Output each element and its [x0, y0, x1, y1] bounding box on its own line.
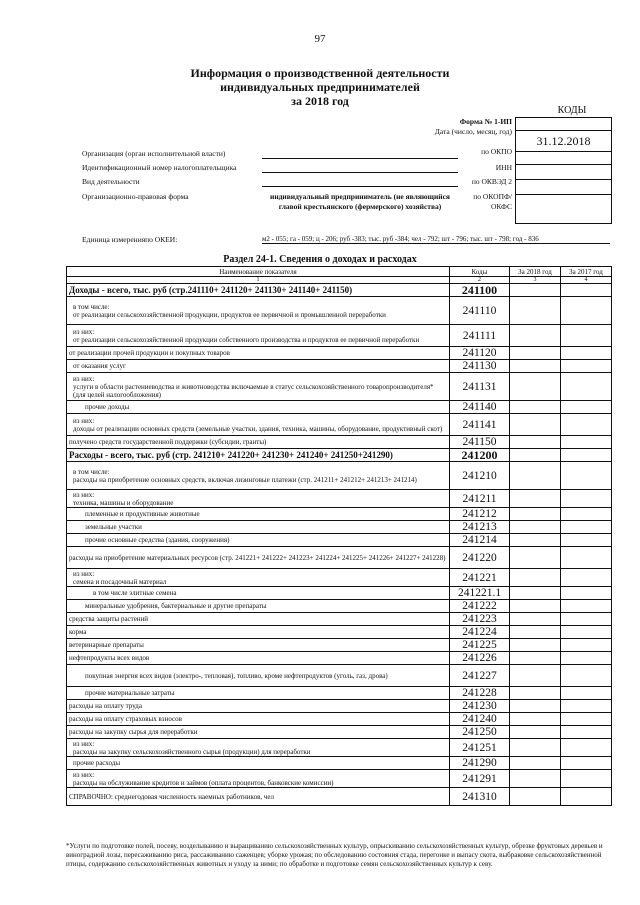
value-2018-cell[interactable] [510, 547, 561, 569]
row-name: Расходы - всего, тыс. руб (стр. 241210+ 241220+ 241230+ 241240+ 241250+241290) [67, 449, 450, 462]
row-code: 241225 [450, 639, 510, 652]
inn-field[interactable] [262, 172, 458, 173]
row-name: покупная энергия всех видов (электро-, тепловая), топливо, кроме нефтепродуктов (уголь, газ, дрова) [67, 665, 450, 687]
value-2017-cell[interactable] [561, 284, 612, 297]
row-code: 241310 [450, 788, 510, 806]
row-name: расходы на приобретение материальных ресурсов (стр. 241221+ 241222+ 241223+ 241224+ 241225+ 241226+ 241227+ 241228) [67, 547, 450, 569]
value-2017-cell[interactable] [561, 713, 612, 726]
value-2017-cell[interactable] [561, 347, 612, 360]
row-code: 241220 [450, 547, 510, 569]
activity-field[interactable] [262, 186, 458, 187]
form-header-labels [395, 117, 512, 159]
row-name: из них: семена и посадочный материал [67, 569, 450, 587]
value-2018-cell[interactable] [510, 639, 561, 652]
row-name: в том числе элитные семена [67, 587, 450, 600]
value-2018-cell[interactable] [510, 449, 561, 462]
value-2018-cell[interactable] [510, 665, 561, 687]
row-name: Доходы - всего, тыс. руб (стр.241110+ 241120+ 241130+ 241140+ 241150) [67, 284, 450, 297]
row-name: из них: расходы на закупку сельскохозяйственного сырья (продукции) для переработки [67, 739, 450, 757]
value-2017-cell[interactable] [561, 436, 612, 449]
table-row [67, 547, 612, 569]
row-name: из них: техника, машины и оборудование [67, 490, 450, 508]
value-2017-cell[interactable] [561, 325, 612, 347]
activity-label: Вид деятельности [82, 177, 140, 186]
value-2018-cell[interactable] [510, 508, 561, 521]
row-name: расходы на оплату труда [67, 700, 450, 713]
row-name: от оказания услуг [67, 360, 450, 373]
value-2018-cell[interactable] [510, 687, 561, 700]
table-row [67, 639, 612, 652]
value-2017-cell[interactable] [561, 490, 612, 508]
value-2018-cell[interactable] [510, 626, 561, 639]
row-name: племенные и продуктивные животные [67, 508, 450, 521]
value-2018-cell[interactable] [510, 436, 561, 449]
row-code: 241226 [450, 652, 510, 665]
inn-cell[interactable] [516, 165, 611, 180]
value-2018-cell[interactable] [510, 414, 561, 436]
row-code: 241131 [450, 373, 510, 401]
value-2017-cell[interactable] [561, 587, 612, 600]
value-2018-cell[interactable] [510, 462, 561, 490]
value-2018-cell[interactable] [510, 713, 561, 726]
value-2018-cell[interactable] [510, 284, 561, 297]
row-code: 241230 [450, 700, 510, 713]
row-code: 241291 [450, 770, 510, 788]
row-code: 241213 [450, 521, 510, 534]
okopf-cell[interactable] [516, 195, 611, 223]
row-name: прочие материальные затраты [67, 687, 450, 700]
table-header-row [67, 267, 612, 277]
page-title [0, 66, 640, 108]
row-name: средства защиты растений [67, 613, 450, 626]
value-2018-cell[interactable] [510, 770, 561, 788]
value-2017-cell[interactable] [561, 360, 612, 373]
value-2017-cell[interactable] [561, 652, 612, 665]
table-row [67, 508, 612, 521]
value-2018-cell[interactable] [510, 600, 561, 613]
table-row [67, 569, 612, 587]
table-row [67, 713, 612, 726]
value-2017-cell[interactable] [561, 449, 612, 462]
row-code: 241250 [450, 726, 510, 739]
value-2018-cell[interactable] [510, 652, 561, 665]
table-row [67, 360, 612, 373]
table-row [67, 652, 612, 665]
table-row [67, 462, 612, 490]
inn-label: ИНН [495, 163, 512, 172]
value-2017-cell[interactable] [561, 726, 612, 739]
table-row [67, 613, 612, 626]
header-indicator: Наименование показателя [67, 267, 450, 277]
row-code: 241224 [450, 626, 510, 639]
row-code: 241211 [450, 490, 510, 508]
table-row [67, 700, 612, 713]
value-2017-cell[interactable] [561, 739, 612, 757]
row-code: 241141 [450, 414, 510, 436]
table-row [67, 521, 612, 534]
row-name: от реализации прочей продукции и покупных товаров [67, 347, 450, 360]
table-row [67, 414, 612, 436]
value-2017-cell[interactable] [561, 547, 612, 569]
row-name: СПРАВОЧНО: среднегодовая численность наемных работников, чел [67, 788, 450, 806]
legal-form-value: индивидуальный предприниматель (не являющийся главой крестьянского (фермерского) хозяйства) [270, 192, 450, 211]
row-code: 241120 [450, 347, 510, 360]
row-code: 241228 [450, 687, 510, 700]
table-row [67, 347, 612, 360]
value-2018-cell[interactable] [510, 534, 561, 547]
value-2018-cell[interactable] [510, 788, 561, 806]
value-2017-cell[interactable] [561, 462, 612, 490]
table-row [67, 284, 612, 297]
row-name: из них: расходы на обслуживание кредитов и займов (оплата процентов, банковские комиссии) [67, 770, 450, 788]
row-code: 241110 [450, 297, 510, 325]
row-code: 241111 [450, 325, 510, 347]
table-row [67, 726, 612, 739]
col-num-3: 3 [510, 277, 561, 284]
table-number-row [67, 277, 612, 284]
value-2017-cell[interactable] [561, 687, 612, 700]
value-2018-cell[interactable] [510, 757, 561, 770]
row-name: расходы на оплату страховых взносов [67, 713, 450, 726]
value-2018-cell[interactable] [510, 347, 561, 360]
table-row [67, 436, 612, 449]
value-2017-cell[interactable] [561, 757, 612, 770]
income-expense-table [66, 266, 612, 806]
value-2017-cell[interactable] [561, 613, 612, 626]
table-row [67, 739, 612, 757]
organization-field[interactable] [262, 158, 458, 159]
value-2018-cell[interactable] [510, 726, 561, 739]
okei-label: Единица измеренияпо ОКЕИ: [82, 235, 178, 244]
row-name: прочие основные средства (здания, сооружения) [67, 534, 450, 547]
table-row [67, 600, 612, 613]
table-row [67, 534, 612, 547]
value-2018-cell[interactable] [510, 401, 561, 414]
row-name: прочие доходы [67, 401, 450, 414]
row-code: 241212 [450, 508, 510, 521]
row-code: 241221.1 [450, 587, 510, 600]
okpo-cell[interactable] [516, 152, 611, 165]
table-row [67, 587, 612, 600]
section-title: Раздел 24-1. Сведения о доходах и расходах [223, 254, 417, 265]
row-name: ветеринарные препараты [67, 639, 450, 652]
okved-label: по ОКВЭД 2 [471, 177, 512, 186]
row-name: земельные участки [67, 521, 450, 534]
row-code: 241200 [450, 449, 510, 462]
value-2017-cell[interactable] [561, 521, 612, 534]
row-code: 241130 [450, 360, 510, 373]
value-2017-cell[interactable] [561, 770, 612, 788]
okopf-label: по ОКОПФ/ ОКФС [473, 192, 512, 211]
row-name: нефтепродукты всех видов [67, 652, 450, 665]
value-2018-cell[interactable] [510, 587, 561, 600]
row-code: 241140 [450, 401, 510, 414]
value-2017-cell[interactable] [561, 600, 612, 613]
value-2018-cell[interactable] [510, 569, 561, 587]
row-code: 241222 [450, 600, 510, 613]
value-2017-cell[interactable] [561, 639, 612, 652]
row-code: 241100 [450, 284, 510, 297]
table-row [67, 687, 612, 700]
row-code: 241210 [450, 462, 510, 490]
okpo-label: по ОКПО [481, 147, 512, 156]
col-num-4: 4 [561, 277, 612, 284]
table-row [67, 325, 612, 347]
value-2017-cell[interactable] [561, 414, 612, 436]
title-line-1: Информация о производственной деятельности [190, 66, 450, 80]
title-line-3: за 2018 год [291, 94, 349, 108]
table-row [67, 490, 612, 508]
value-2017-cell[interactable] [561, 788, 612, 806]
table-row [67, 788, 612, 806]
row-name: корма [67, 626, 450, 639]
header-2018: За 2018 год [510, 267, 561, 277]
col-num-2: 2 [450, 277, 510, 284]
row-code: 241150 [450, 436, 510, 449]
row-name: прочие расходы [67, 757, 450, 770]
row-name: из них: доходы от реализации основных средств (земельные участки, здания, техника, машины, оборудование, продуктивный скот) [67, 414, 450, 436]
row-name: из них: от реализации сельскохозяйственной продукции собственного производства и продуктов ее первичной переработки [67, 325, 450, 347]
title-line-2: индивидуальных предпринимателей [220, 80, 420, 94]
table-row [67, 757, 612, 770]
table-row [67, 770, 612, 788]
okei-values: м2 - 055; га - 059; ц - 206; руб -383; тыс. руб -384; чел - 792; шт - 796; тыс. шт - 798; год - 836 [262, 235, 610, 244]
table-row [67, 449, 612, 462]
inn-field-label: Идентификационный номер налогоплательщика [82, 163, 237, 172]
row-code: 241223 [450, 613, 510, 626]
table-row [67, 373, 612, 401]
value-2017-cell[interactable] [561, 508, 612, 521]
form-code-cell[interactable] [516, 118, 611, 131]
table-row [67, 626, 612, 639]
table-row [67, 297, 612, 325]
value-2018-cell[interactable] [510, 360, 561, 373]
row-code: 241214 [450, 534, 510, 547]
value-2017-cell[interactable] [561, 700, 612, 713]
table-row [67, 665, 612, 687]
row-name: в том числе: от реализации сельскохозяйственной продукции, продуктов ее первичной и промышленной переработки [67, 297, 450, 325]
col-num-1: 1 [67, 277, 450, 284]
legal-form-label: Организационно-правовая форма [82, 192, 189, 201]
row-name: из них: услуги в области растениеводства и животноводства включаемые в статус сельскохозяйственного товаропроизводителя* (для целей налогообложения) [67, 373, 450, 401]
footnote: *Услуги по подготовке полей, посеву, возделыванию и выращиванию сельскохозяйственных культур, опрыскиванию сельскохозяйственных культур, обрезке фруктовых деревьев и виноградной лозы, пересаживанию риса, рассаживанию саженцев; уборке урожая; по обследованию состояния стада, перегонке и выпасу скота, выбраковке сельскохозяйственной птицы, содержанию сельскохозяйственных животных и уходу за ними; по обработке и подготовке семян сельскохозяйственных культур к севу. [66, 842, 603, 868]
date-value[interactable]: 31.12.2018 [516, 131, 611, 152]
value-2018-cell[interactable] [510, 325, 561, 347]
value-2017-cell[interactable] [561, 534, 612, 547]
organization-label: Организация (орган исполнительной власти) [82, 149, 226, 158]
value-2018-cell[interactable] [510, 373, 561, 401]
row-code: 241290 [450, 757, 510, 770]
value-2018-cell[interactable] [510, 739, 561, 757]
value-2018-cell[interactable] [510, 613, 561, 626]
value-2018-cell[interactable] [510, 490, 561, 508]
value-2017-cell[interactable] [561, 297, 612, 325]
row-code: 241221 [450, 569, 510, 587]
row-name: минеральные удобрения, бактериальные и другие препараты [67, 600, 450, 613]
value-2017-cell[interactable] [561, 401, 612, 414]
row-code: 241240 [450, 713, 510, 726]
table-row [67, 401, 612, 414]
codes-header: КОДЫ [557, 105, 587, 116]
value-2017-cell[interactable] [561, 626, 612, 639]
value-2017-cell[interactable] [561, 569, 612, 587]
value-2018-cell[interactable] [510, 297, 561, 325]
value-2018-cell[interactable] [510, 700, 561, 713]
row-name: получено средств государственной поддержки (субсидии, гранты) [67, 436, 450, 449]
row-name: в том числе: расходы на приобретение основных средств, включая лизинговые платежи (стр. 241211+ 241212+ 241213+ 241214) [67, 462, 450, 490]
value-2017-cell[interactable] [561, 665, 612, 687]
okved-cell[interactable] [516, 180, 611, 195]
row-code: 241227 [450, 665, 510, 687]
row-code: 241251 [450, 739, 510, 757]
form-number: Форма № 1-ИП [459, 117, 512, 126]
page-number: 97 [314, 33, 326, 45]
value-2017-cell[interactable] [561, 373, 612, 401]
header-codes: Коды [450, 267, 510, 277]
value-2018-cell[interactable] [510, 521, 561, 534]
row-name: расходы на закупку сырья для переработки [67, 726, 450, 739]
date-label: Дата (число, месяц, год) [434, 127, 512, 136]
codes-box [515, 117, 612, 224]
header-2017: За 2017 год [561, 267, 612, 277]
